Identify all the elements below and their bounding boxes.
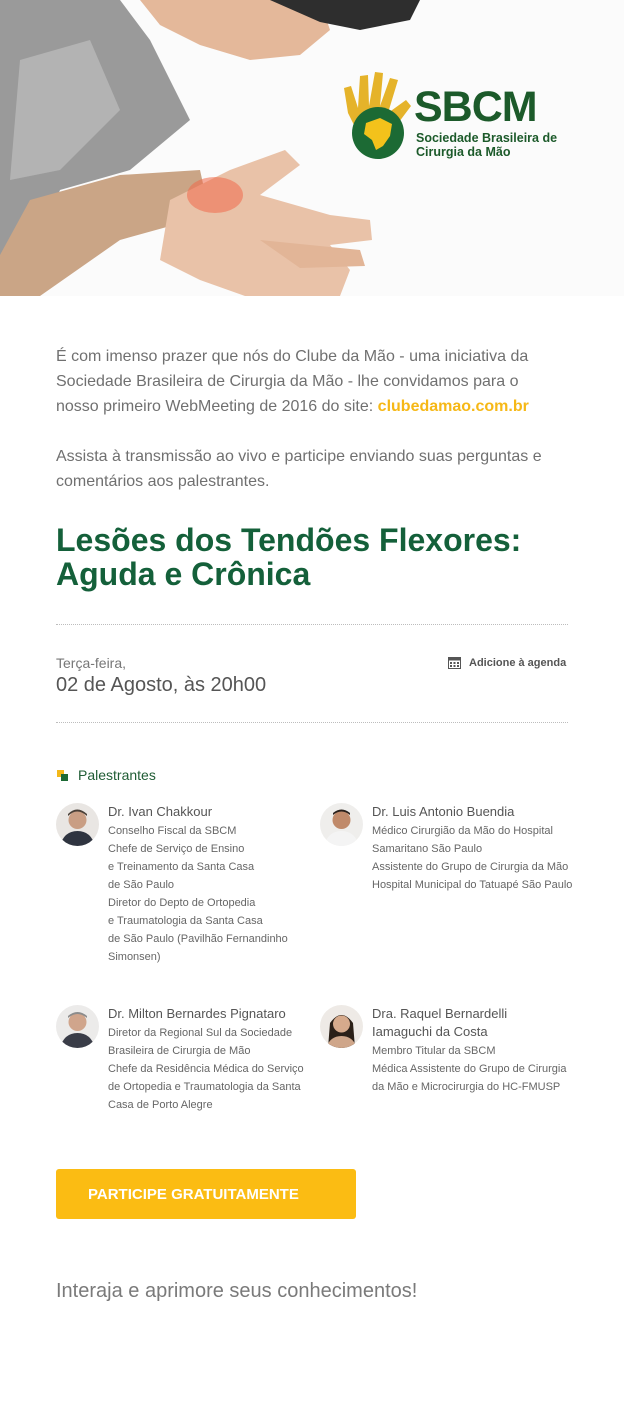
closing-text: Interaja e aprimore seus conhecimentos! (56, 1280, 418, 1302)
hand-map-emblem-icon (338, 68, 418, 168)
speaker-card (56, 803, 306, 966)
event-date: 02 de Agosto, às 20h00 (56, 674, 267, 696)
speaker-name: Dr. Ivan Chakkour (108, 804, 213, 819)
logo-title: SBCM (414, 83, 537, 131)
sbcm-logo (338, 68, 558, 168)
speaker-description: Membro Titular da SBCM Médica Assistente do Grupo de Cirurgia da Mão e Microcirurgia do HC-FMUSP (372, 1045, 567, 1093)
add-to-calendar-label[interactable]: Adicione à agenda (469, 656, 567, 669)
hero-banner (0, 0, 624, 296)
speaker-card (56, 1005, 316, 1114)
speaker-card (320, 803, 580, 894)
participate-button[interactable]: PARTICIPE GRATUITAMENTE (56, 1169, 356, 1219)
speaker-description: Médico Cirurgião da Mão do Hospital Samaritano São Paulo Assistente do Grupo de Cirurgia da Mão Hospital Municipal do Tatuapé São Paulo (372, 825, 573, 891)
add-to-calendar-link[interactable] (448, 656, 566, 669)
speaker-avatar (56, 803, 99, 846)
event-title: Lesões dos Tendões Flexores: Aguda e Crônica (56, 522, 522, 592)
intro-text: É com imenso prazer que nós do Clube da Mão - uma iniciativa da Sociedade Brasileira de Cirurgia da Mão - lhe convidamos para o nosso primeiro WebMeeting de 2016 do site: (56, 348, 529, 415)
speaker-avatar (320, 1005, 363, 1048)
intro-paragraph-2: Assista à transmissão ao vivo e participe enviando suas perguntas e comentários aos palestrantes. (56, 448, 542, 490)
site-link[interactable]: clubedamao.com.br (377, 398, 529, 415)
calendar-icon (448, 656, 461, 669)
speaker-card (320, 1005, 580, 1096)
speaker-description: Conselho Fiscal da SBCM Chefe de Serviço de Ensino e Treinamento da Santa Casa de São Paulo Diretor do Depto de Ortopedia e Traumatologia da Santa Casa de São Paulo (Pavilhão Fernandinho Simonsen) (108, 825, 288, 963)
intro-paragraph (56, 344, 556, 419)
divider (56, 624, 568, 625)
speakers-heading-label: Palestrantes (78, 767, 156, 783)
divider (56, 722, 568, 723)
speaker-avatar (56, 1005, 99, 1048)
squares-bullet-icon (57, 770, 68, 781)
speaker-name: Dr. Luis Antonio Buendia (372, 804, 515, 819)
event-weekday: Terça-feira, (56, 655, 127, 671)
speakers-heading (57, 767, 156, 783)
speaker-avatar (320, 803, 363, 846)
speaker-description: Diretor da Regional Sul da Sociedade Brasileira de Cirurgia de Mão Chefe da Residência Médica do Serviço de Ortopedia e Traumatologia da Santa Casa de Porto Alegre (108, 1027, 304, 1111)
speaker-name: Dra. Raquel Bernardelli Iamaguchi da Costa (372, 1006, 508, 1039)
logo-subtitle: Sociedade Brasileira de Cirurgia da Mão (416, 131, 558, 159)
speaker-name: Dr. Milton Bernardes Pignataro (108, 1006, 286, 1021)
